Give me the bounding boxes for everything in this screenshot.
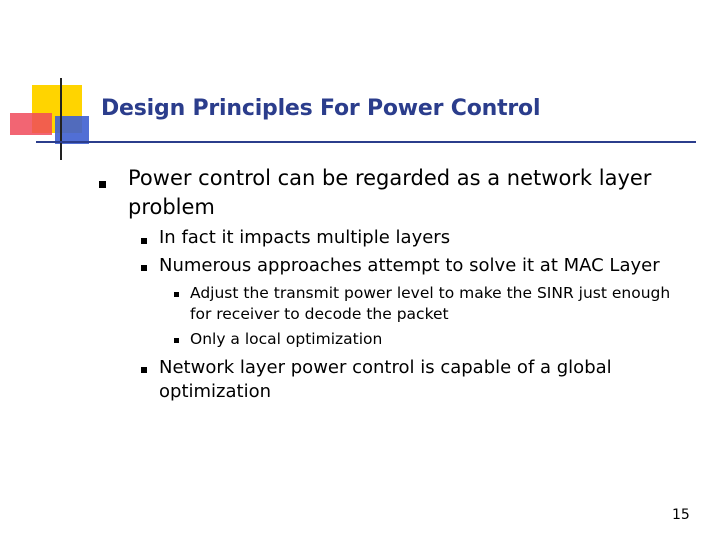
bullet-text: optimization <box>159 381 271 402</box>
bullet-text: Only a local optimization <box>190 330 383 348</box>
bullet-text: Network layer power control is capable of a global <box>159 357 612 378</box>
logo-vertical-line <box>60 78 62 160</box>
bullet-text: Numerous approaches attempt to solve it at MAC Layer <box>159 255 660 276</box>
bullet-text: In fact it impacts multiple layers <box>159 227 451 248</box>
slide-title: Design Principles For Power Control <box>101 96 541 121</box>
bullet-marker <box>141 238 147 244</box>
bullet-text: Adjust the transmit power level to make the SINR just enough <box>190 284 671 302</box>
bullet-marker <box>99 181 106 188</box>
bullet-marker <box>141 367 147 373</box>
logo-red-bar <box>10 113 52 135</box>
title-underline <box>36 141 696 143</box>
bullet-marker <box>174 338 179 343</box>
bullet-text: problem <box>128 195 215 219</box>
bullet-marker <box>174 292 179 297</box>
page-number: 15 <box>672 507 690 523</box>
decorative-logo-graphic <box>0 0 120 170</box>
bullet-text: for receiver to decode the packet <box>190 305 449 323</box>
bullet-marker <box>141 265 147 271</box>
bullet-text: Power control can be regarded as a network layer <box>128 166 652 190</box>
